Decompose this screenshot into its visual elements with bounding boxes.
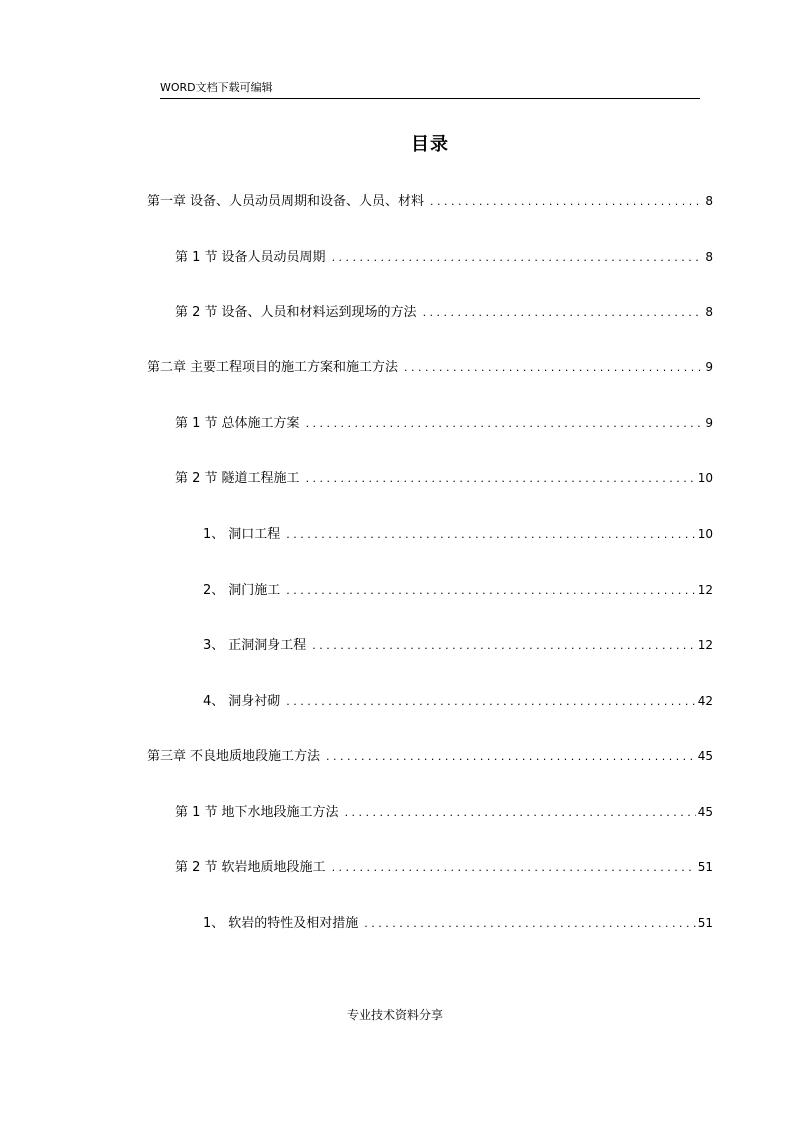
toc-leader-dots — [332, 858, 696, 878]
toc-entry-label — [175, 303, 423, 323]
toc-entry-page: 10 — [697, 471, 713, 485]
toc-entry-text: 正洞洞身工程 — [228, 638, 307, 653]
toc-entry-label — [203, 636, 312, 656]
toc-entry-text: 软岩地质地段施工 — [221, 860, 326, 875]
toc-entry[interactable] — [147, 746, 713, 767]
toc-entry-text: 洞口工程 — [228, 527, 281, 542]
header-text: WORD文档下载可编辑 — [160, 81, 273, 94]
toc-entry-page: 12 — [697, 638, 713, 652]
toc-entry-label — [203, 525, 286, 545]
toc-leader-dots — [306, 414, 704, 434]
toc-entry-text: 软岩的特性及相对措施 — [228, 916, 359, 931]
toc-entry-number: 第 1 节 — [175, 805, 218, 820]
toc-entry-number: 第 1 节 — [175, 416, 218, 431]
toc-entry-number: 第一章 — [147, 194, 187, 209]
toc-entry-number: 第二章 — [147, 360, 187, 375]
toc-entry[interactable] — [175, 857, 713, 878]
toc-entry-label — [175, 469, 306, 489]
toc-leader-dots — [345, 803, 696, 823]
toc-entry-page: 9 — [705, 360, 713, 374]
toc-entry-label — [147, 358, 404, 378]
toc-entry-number: 第 2 节 — [175, 471, 218, 486]
toc-entry-text: 地下水地段施工方法 — [221, 805, 339, 820]
toc-entry[interactable] — [147, 357, 713, 378]
toc-entry-page: 45 — [697, 749, 713, 763]
toc-entry-label — [175, 803, 345, 823]
toc-entry-number: 第 1 节 — [175, 250, 218, 265]
toc-entry-page: 10 — [697, 527, 713, 541]
toc-entry-label — [175, 248, 332, 268]
toc-entry[interactable] — [203, 635, 713, 656]
toc-entry-number: 1、 — [203, 527, 225, 542]
toc-entry-label — [203, 914, 364, 934]
toc-leader-dots — [364, 914, 695, 934]
toc-entry-page: 9 — [705, 416, 713, 430]
toc-entry[interactable] — [203, 524, 713, 545]
toc-leader-dots — [423, 303, 704, 323]
toc-entry[interactable] — [175, 413, 713, 434]
toc-entry-page: 42 — [697, 694, 713, 708]
toc-entry[interactable] — [147, 191, 713, 212]
toc-entry-text: 设备人员动员周期 — [221, 250, 326, 265]
toc-leader-dots — [286, 581, 695, 601]
page-footer: 专业技术资料分享 — [346, 1008, 443, 1022]
toc-entry[interactable] — [203, 691, 713, 712]
toc-entry-number: 1、 — [203, 916, 225, 931]
toc-entry[interactable] — [175, 802, 713, 823]
toc-leader-dots — [326, 747, 696, 767]
toc-leader-dots — [286, 525, 695, 545]
toc-entry[interactable] — [203, 913, 713, 934]
toc-leader-dots — [332, 248, 704, 268]
toc-entry-page: 12 — [697, 583, 713, 597]
toc-entry[interactable] — [175, 468, 713, 489]
toc-leader-dots — [306, 469, 696, 489]
toc-entry-label — [203, 581, 286, 601]
toc-entry-text: 洞门施工 — [228, 583, 281, 598]
toc-entry-number: 第 2 节 — [175, 860, 218, 875]
toc-entry[interactable] — [203, 580, 713, 601]
toc-entry-number: 2、 — [203, 583, 225, 598]
toc-entry-label — [203, 692, 286, 712]
toc-entry-text: 隧道工程施工 — [221, 471, 300, 486]
toc-entry-number: 第 2 节 — [175, 305, 218, 320]
toc-entry-text: 主要工程项目的施工方案和施工方法 — [190, 360, 399, 375]
toc-entry-number: 第三章 — [147, 749, 187, 764]
toc-entry-page: 8 — [705, 194, 713, 208]
toc-title: 目录 — [411, 134, 449, 155]
toc-entry-text: 总体施工方案 — [221, 416, 300, 431]
toc-entry-label — [147, 747, 326, 767]
toc-entry-text: 设备、人员和材料运到现场的方法 — [221, 305, 417, 320]
toc-entry-number: 3、 — [203, 638, 225, 653]
toc-leader-dots — [286, 692, 695, 712]
toc-entry-number: 4、 — [203, 694, 225, 709]
toc-leader-dots — [312, 636, 695, 656]
toc-entry-page: 45 — [697, 805, 713, 819]
toc-entry-page: 51 — [697, 916, 713, 930]
toc-entry-page: 8 — [705, 305, 713, 319]
toc-entry-label — [175, 858, 332, 878]
toc-entry-text: 设备、人员动员周期和设备、人员、材料 — [190, 194, 425, 209]
toc-entry-page: 8 — [705, 250, 713, 264]
toc-entry-label — [175, 414, 306, 434]
toc-leader-dots — [404, 358, 703, 378]
toc-entry-text: 不良地质地段施工方法 — [190, 749, 321, 764]
toc-entry[interactable] — [175, 302, 713, 323]
toc-entry[interactable] — [175, 247, 713, 268]
toc-entry-page: 51 — [697, 860, 713, 874]
toc-leader-dots — [430, 192, 703, 212]
toc-entry-text: 洞身衬砌 — [228, 694, 281, 709]
toc-entry-label — [147, 192, 430, 212]
